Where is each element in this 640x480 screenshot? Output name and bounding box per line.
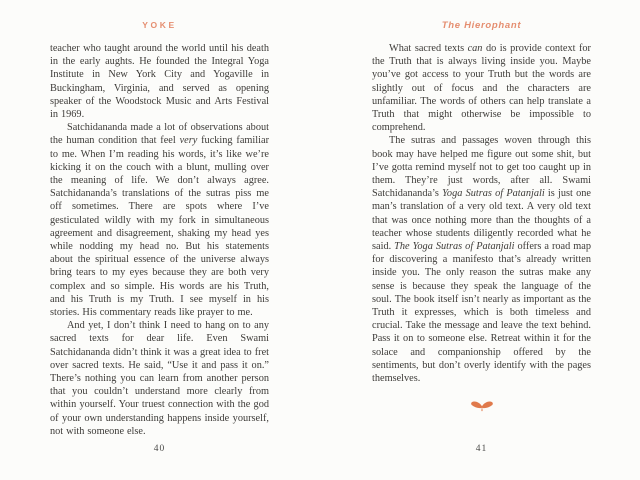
page-right (372, 0, 591, 480)
paragraph: The sutras and passages woven through this book may have helped me figure out some shit, but I’ve gotta remind myself not to get too caught up in them. They’re just words, after all. Swami Satchidananda’s Yoga Sutras of Patanjali is just one man’s translation of a very old text. A very old text that was once nothing more than the thoughts of a teacher whose students diligently recorded what he said. The Yoga Sutras of Patanjali offers a road map for discovering a manifesto that’s already written inside you. The only reason the sutras make any sense is because they speak the language of the soul. The book itself isn’t nearly as important as the Truth it expresses, which is both timeless and crucial. Take the message and leave the text behind. Pass it on to someone else. Retreat within it for the solace and companionship offered by the sentiments, but don’t overly identify with the pages themselves. (372, 135, 591, 385)
moth-ornament (372, 400, 591, 412)
page-number-left: 40 (153, 444, 166, 454)
paragraph: What sacred texts can do is provide context for the Truth that is always living inside you. Maybe you’ve got access to your Truth but the words are slightly out of focus and the characters are unfamiliar. The words of others can help translate a Truth that might otherwise be impossible to comprehend. (372, 43, 591, 134)
page-left (50, 0, 269, 480)
paragraph: And yet, I don’t think I need to hang on to any sacred texts for dear life. Even Swami Satchidananda didn’t think it was a great idea to fret over sacred texts. He said, “Use it and pass it on.” There’s nothing you can learn from another person that you couldn’t understand more clearly from within yourself. Your truest connection with the god of your own understanding happens inside yourself, not with someone else. (50, 320, 269, 437)
page-left-body (50, 42, 269, 438)
page-number-right: 41 (475, 444, 488, 454)
page-right-body (372, 42, 591, 412)
paragraph: teacher who taught around the world until his death in the early aughts. He founded the Integral Yoga Institute in New York City and Yogaville in Buckingham, Virginia, and served as opening speaker of the Woodstock Music and Arts Festival in 1969. (50, 43, 269, 121)
paragraph: Satchidananda made a lot of observations about the human condition that feel very fucking familiar to me. When I’m reading his words, it’s like we’re kicking it on the couch with a blunt, mulling over the meaning of life. We don’t always agree. Satchidananda’s translations of the sutras piss me off sometimes. There are spots where I’ve gesticulated wildly with my fork in simultaneous agreement and disagreement, shaking my head yes while nodding my head no. But his statements about the spiritual essence of the universe always bring tears to my eyes because they are both very complex and so simple. His words are his Truth, and his Truth is my Truth. I see myself in his stories. His commentary reads like prayer to me. (50, 122, 269, 319)
running-head-chapter-title: The Hierophant (441, 20, 522, 31)
running-head-book-title: YOKE (142, 20, 177, 30)
